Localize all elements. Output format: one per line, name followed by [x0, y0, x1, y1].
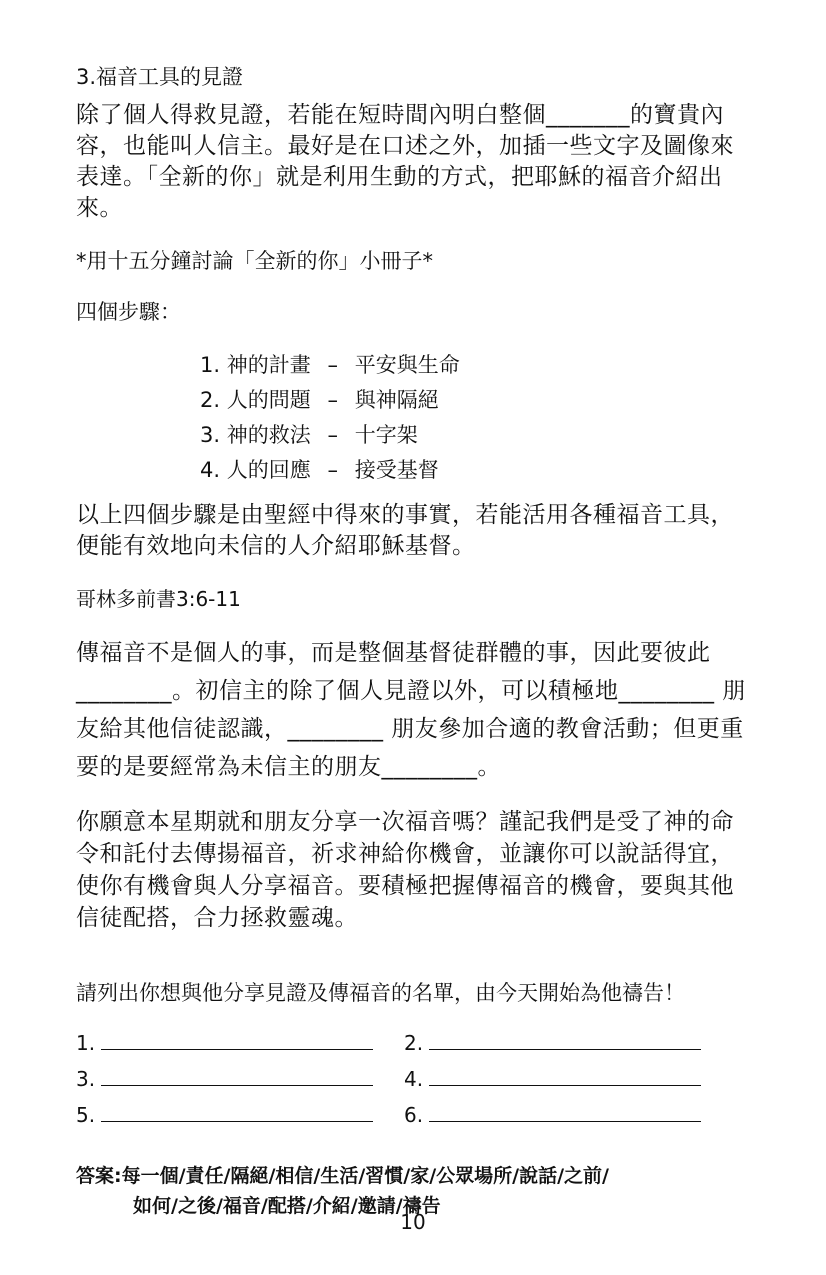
step-desc: 接受基督 — [354, 458, 439, 482]
steps-list — [200, 348, 756, 488]
name-entry — [76, 1029, 404, 1057]
paragraph-gospel-tools: 除了個人得救見證，若能在短時間內明白整個_______的寶貴內容，也能叫人信主。最好是在口述之外，加插一些文字及圖像來表達。「全新的你」就是利用生動的方式，把耶穌的福音介紹出來。 — [76, 102, 734, 221]
page-number: 10 — [400, 1210, 426, 1234]
entry-number: 4. — [404, 1067, 424, 1091]
list-prompt: 請列出你想與他分享見證及傳福音的名單，由今天開始為他禱告！ — [76, 981, 685, 1005]
answer-line: 答案:每一個/責任/隔絕/相信/生活/習慣/家/公眾場所/說話/之前/ — [76, 1165, 609, 1187]
name-list — [76, 1029, 756, 1129]
step-label: 1. 神的計畫 — [200, 353, 311, 377]
blank-line[interactable] — [101, 1031, 373, 1050]
step-label: 3. 神的救法 — [200, 423, 311, 447]
blank-line[interactable] — [429, 1031, 701, 1050]
entry-number: 5. — [76, 1103, 96, 1127]
blank-line[interactable] — [101, 1067, 373, 1086]
paragraph-exhortation: 你願意本星期就和朋友分享一次福音嗎？謹記我們是受了神的命令和託付去傳揚福音，祈求神給你機會，並讓你可以說話得宜，使你有機會與人分享福音。要積極把握傳福音的機會，要與其他信徒配搭，合力拯救靈魂。 — [76, 809, 734, 931]
step-dash: – — [327, 388, 338, 412]
paragraph-steps-summary: 以上四個步驟是由聖經中得來的事實，若能活用各種福音工具，便能有效地向未信的人介紹耶穌基督。 — [76, 502, 734, 559]
step-dash: – — [327, 458, 338, 482]
step-label: 4. 人的回應 — [200, 458, 311, 482]
entry-number: 6. — [404, 1103, 424, 1127]
step-item — [200, 383, 756, 418]
section-title: 3.福音工具的見證 — [76, 65, 244, 89]
step-dash: – — [327, 423, 338, 447]
step-label: 2. 人的問題 — [200, 388, 311, 412]
step-item — [200, 418, 756, 453]
steps-title: 四個步驟： — [76, 300, 181, 324]
blank-line[interactable] — [429, 1067, 701, 1086]
name-entry — [404, 1065, 734, 1093]
name-entry — [404, 1029, 734, 1057]
page-content — [76, 62, 756, 1221]
discussion-note: *用十五分鐘討論「全新的你」小冊子* — [76, 249, 433, 273]
scripture-reference: 哥林多前書3:6-11 — [76, 587, 241, 611]
name-entry — [76, 1065, 404, 1093]
blank-line[interactable] — [429, 1103, 701, 1122]
step-dash: – — [327, 353, 338, 377]
answer-line: 如何/之後/福音/配搭/介紹/邀請/禱告 — [133, 1195, 441, 1217]
step-desc: 與神隔絕 — [354, 388, 439, 412]
entry-number: 1. — [76, 1031, 96, 1055]
step-item — [200, 453, 756, 488]
blank-line[interactable] — [101, 1103, 373, 1122]
entry-number: 3. — [76, 1067, 96, 1091]
name-entry — [76, 1101, 404, 1129]
entry-number: 2. — [404, 1031, 424, 1055]
step-desc: 平安與生命 — [354, 353, 460, 377]
name-entry — [404, 1101, 734, 1129]
paragraph-scripture: 傳福音不是個人的事，而是整個基督徒群體的事，因此要彼此________。初信主的除了個人見證以外，可以積極地________ 朋友給其他信徒認識，________ 朋友參加合適的教會活動；但更重要的是要經常為未信主的朋友________。 — [76, 640, 746, 780]
step-desc: 十字架 — [354, 423, 418, 447]
step-item — [200, 348, 756, 383]
